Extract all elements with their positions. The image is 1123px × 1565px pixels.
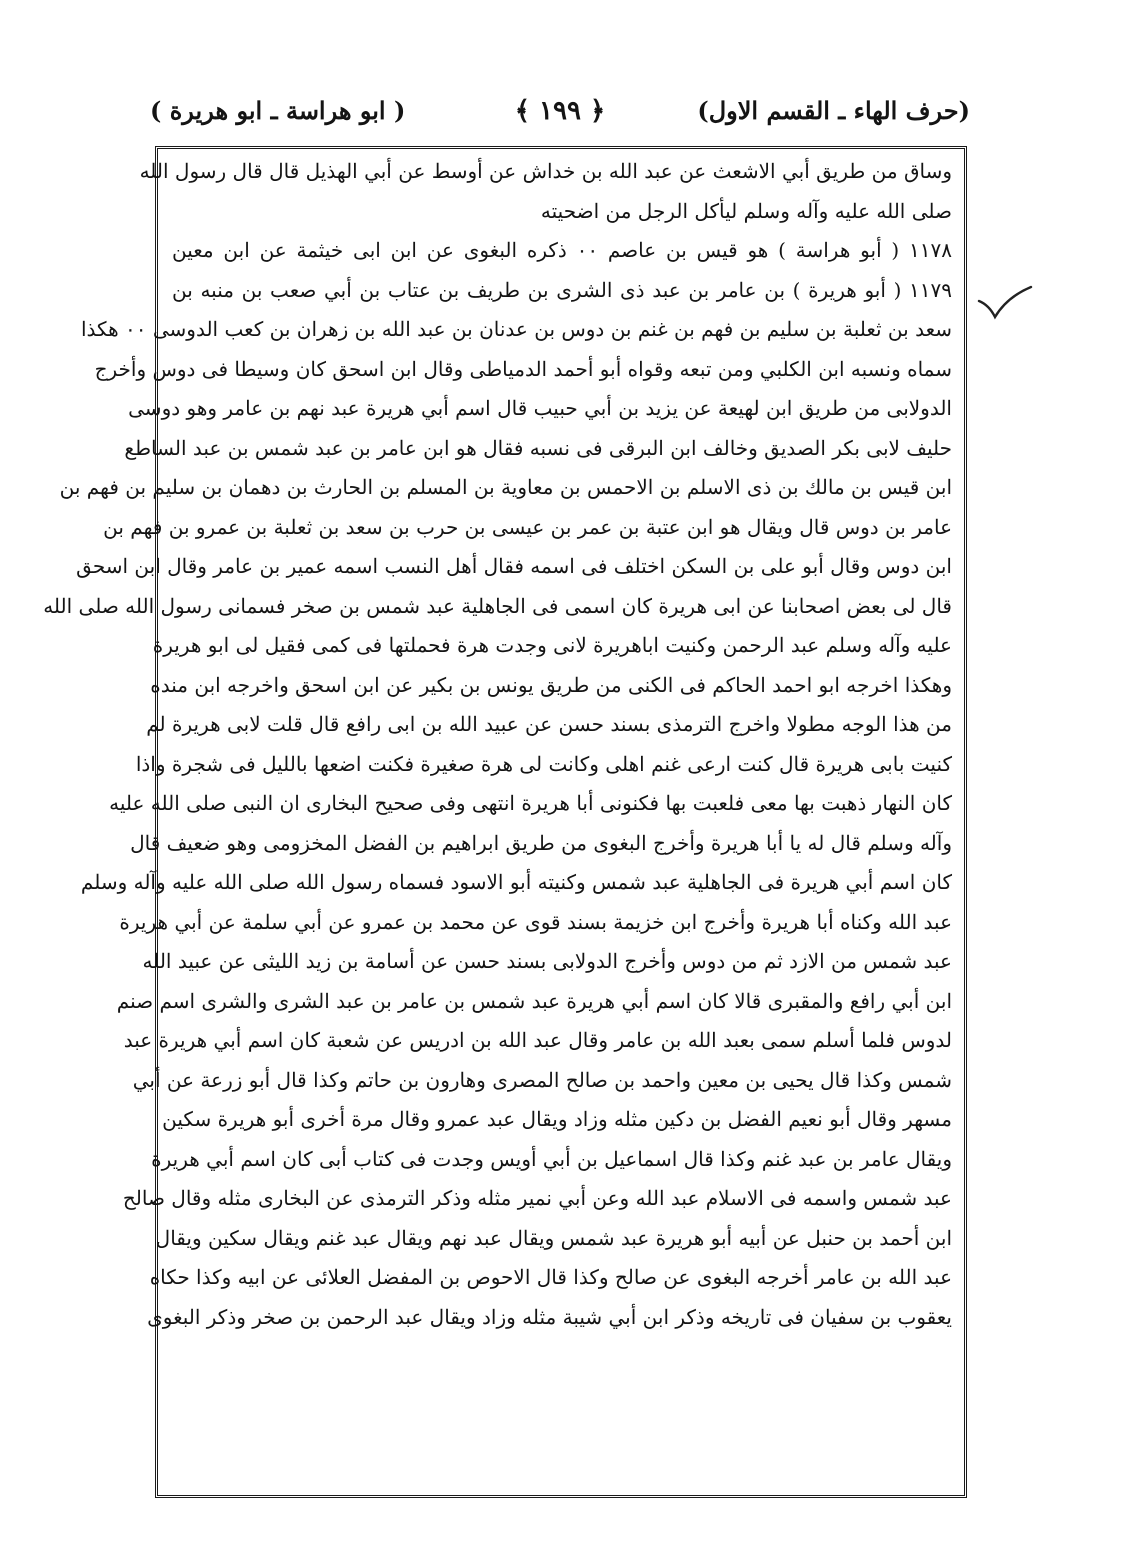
checkmark-icon <box>975 283 1035 323</box>
text-line: عبد شمس واسمه فى الاسلام عبد الله وعن أبي نمير مثله وذكر الترمذى عن البخارى مثله وقال صالح <box>122 1186 952 1210</box>
text-line: كان النهار ذهبت بها معى فلعبت بها فكنونى أبا هريرة انتهى وفى صحيح البخارى ان النبى صلى الله عليه <box>109 791 952 815</box>
text-line: سعد بن ثعلبة بن سليم بن فهم بن غنم بن دوس بن عدنان بن عبد الله بن زهران بن كعب الدوسى ٠٠ هكذا <box>81 317 952 341</box>
text-line: ابن قيس بن مالك بن ذى الاسلم بن الاحمس بن معاوية بن المسلم بن الحارث بن دهمان بن سليم بن فهم بن <box>59 475 952 499</box>
text-line: ١١٧٨ ( أبو هراسة ) هو قيس بن عاصم ٠٠ ذكره البغوى عن ابن ابى خيثمة عن ابن معين <box>172 238 952 262</box>
text-line: ويقال عامر بن عبد غنم وكذا قال اسماعيل بن أبي أويس وجدت فى كتاب أبى كان اسم أبي هريرة <box>151 1146 952 1171</box>
page-header <box>150 96 970 136</box>
running-head: ( ابو هراسة ـ ابو هريرة ) <box>150 96 406 125</box>
text-line: عبد الله بن عامر أخرجه البغوى عن صالح وكذا قال الاحوص بن المفضل العلائى عن ابيه وكذا حكاه <box>149 1265 952 1289</box>
text-line: ابن أبي رافع والمقبرى قالا كان اسم أبي هريرة عبد شمس بن عامر بن عبد الشرى والشرى اسم صنم <box>116 988 952 1013</box>
text-line: سماه ونسبه ابن الكلبي ومن تبعه وقواه أبو أحمد الدمياطى وقال ابن اسحق كان وسيطا فى دوس وأخرج <box>94 356 952 381</box>
text-line: ابن أحمد بن حنبل عن أبيه أبو هريرة عبد شمس ويقال عبد نهم ويقال عبد غنم ويقال سكين ويقال <box>155 1225 952 1250</box>
text-line: الدولابى من طريق ابن لهيعة عن يزيد بن أبي حبيب قال اسم أبي هريرة عبد نهم بن عامر وهو دوسى <box>128 396 952 420</box>
text-line: كان اسم أبي هريرة فى الجاهلية عبد شمس وكنيته أبو الاسود فسماه رسول الله صلى الله عليه وآله وسلم <box>80 870 952 894</box>
text-line: من هذا الوجه مطولا واخرج الترمذى بسند حسن عن عبيد الله بن ابى رافع قال قلت لابى هريرة لم <box>146 712 952 736</box>
text-line: عبد الله وكناه أبا هريرة وأخرج ابن خزيمة بسند قوى عن محمد بن عمرو عن أبي سلمة عن أبي هريرة <box>119 909 952 934</box>
text-line: وآله وسلم قال له يا أبا هريرة وأخرج البغوى من طريق ابراهيم بن الفضل المخزومى وهو ضعيف قال <box>130 830 952 855</box>
text-line: مسهر وقال أبو نعيم الفضل بن دكين مثله وزاد ويقال عبد عمرو وقال مرة أخرى أبو هريرة سكين <box>162 1107 952 1131</box>
text-line: ابن دوس وقال أبو على بن السكن اختلف فى اسمه فقال أهل النسب اسمه عمير بن عامر وقال ابن اسحق <box>76 554 952 578</box>
page-number: ﴿ ١٩٩ ﴾ <box>514 96 606 126</box>
body-text <box>43 152 952 1337</box>
text-line: قال لى بعض اصحابنا عن ابى هريرة كان اسمى فى الجاهلية عبد شمس بن صخر فسمانى رسول الله صلى الله <box>43 593 952 618</box>
text-line: ١١٧٩ ( أبو هريرة ) بن عامر بن عبد ذى الشرى بن طريف بن عتاب بن أبي صعب بن منبه بن <box>172 277 952 302</box>
text-line: وهكذا اخرجه ابو احمد الحاكم فى الكنى من طريق يونس بن بكير عن ابن اسحق واخرجه ابن منده <box>150 672 952 697</box>
text-line: شمس وكذا قال يحيى بن معين واحمد بن صالح المصرى وهارون بن حاتم وكذا قال أبو زرعة عن أبي <box>132 1067 952 1092</box>
text-line: يعقوب بن سفيان فى تاريخه وذكر ابن أبي شيبة مثله وزاد ويقال عبد الرحمن بن صخر وذكر البغوى <box>147 1304 952 1329</box>
text-line: حليف لابى بكر الصديق وخالف ابن البرقى فى نسبه فقال هو ابن عامر بن عبد شمس بن عبد الساطع <box>124 435 952 460</box>
chapter-title: (حرف الهاء ـ القسم الاول) <box>697 96 970 125</box>
text-line: عامر بن دوس قال ويقال هو ابن عتبة بن عمر بن عيسى بن حرب بن سعد بن ثعلبة بن عمرو بن فهم بن <box>103 514 952 539</box>
text-line: عبد شمس من الازد ثم من دوس وأخرج الدولابى بسند حسن عن أسامة بن زيد الليثى عن عبيد الله <box>142 949 952 973</box>
text-line: صلى الله عليه وآله وسلم ليأكل الرجل من اضحيته <box>540 198 952 223</box>
text-line: لدوس فلما أسلم سمى بعبد الله بن عامر وقال عبد الله بن ادريس عن شعبة كان اسم أبي هريرة عبد <box>123 1028 952 1052</box>
text-line: وساق من طريق أبي الاشعث عن عبد الله بن خداش عن أوسط عن أبي الهذيل قال قال رسول الله <box>139 159 952 183</box>
text-line: عليه وآله وسلم عبد الرحمن وكنيت اباهريرة لانى وجدت هرة فحملتها فى كمى فقيل لى ابو هريرة <box>152 633 952 657</box>
text-line: كنيت بابى هريرة قال كنت ارعى غنم اهلى وكانت لى هرة صغيرة فكنت اضعها بالليل فى شجرة واذا <box>135 751 952 776</box>
